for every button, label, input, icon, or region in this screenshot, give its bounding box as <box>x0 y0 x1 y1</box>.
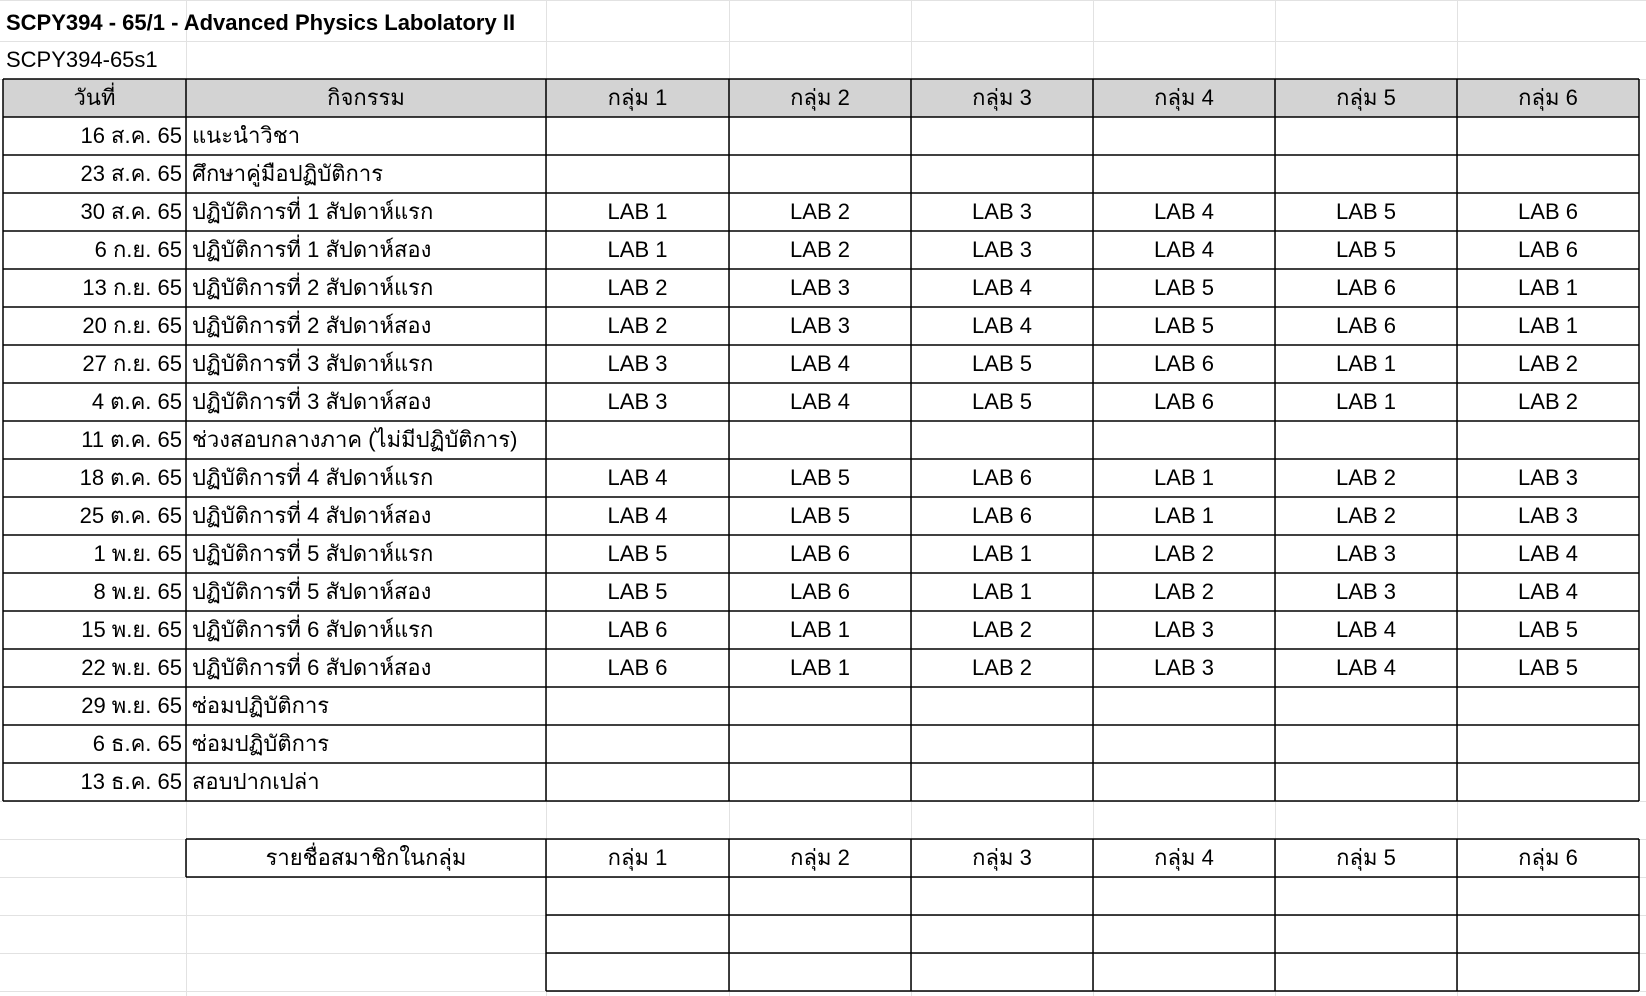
date-cell[interactable]: 18 ต.ค. 65 <box>79 465 182 490</box>
lab-assignment-cell[interactable] <box>1093 421 1275 459</box>
activity-cell[interactable]: ปฏิบัติการที่ 5 สัปดาห์สอง <box>192 579 432 604</box>
activity-cell[interactable]: ปฏิบัติการที่ 1 สัปดาห์สอง <box>192 237 432 262</box>
schedule-header-cell[interactable]: กลุ่ม 2 <box>790 85 850 110</box>
member-name-cell[interactable] <box>729 915 911 953</box>
lab-assignment-cell[interactable]: LAB 1 <box>607 199 668 224</box>
lab-assignment-cell[interactable] <box>546 687 729 725</box>
members-group-header[interactable]: กลุ่ม 3 <box>972 845 1032 870</box>
member-name-cell[interactable] <box>1457 953 1639 991</box>
lab-assignment-cell[interactable]: LAB 2 <box>790 199 850 224</box>
sheet-subtitle[interactable]: SCPY394-65s1 <box>6 47 158 72</box>
lab-assignment-cell[interactable]: LAB 2 <box>1336 503 1396 528</box>
date-cell[interactable]: 22 พ.ย. 65 <box>81 655 182 680</box>
lab-assignment-cell[interactable] <box>1275 725 1457 763</box>
lab-assignment-cell[interactable] <box>1457 763 1639 801</box>
activity-cell[interactable]: สอบปากเปล่า <box>192 769 320 794</box>
lab-assignment-cell[interactable]: LAB 2 <box>607 275 668 300</box>
lab-assignment-cell[interactable]: LAB 6 <box>1336 313 1396 338</box>
lab-assignment-cell[interactable]: LAB 4 <box>972 313 1032 338</box>
lab-assignment-cell[interactable] <box>1275 421 1457 459</box>
lab-assignment-cell[interactable]: LAB 1 <box>972 579 1032 604</box>
schedule-header-cell[interactable]: กลุ่ม 5 <box>1336 85 1396 110</box>
members-label[interactable]: รายชื่อสมาชิกในกลุ่ม <box>265 845 467 870</box>
lab-assignment-cell[interactable]: LAB 6 <box>1154 389 1214 414</box>
member-name-cell[interactable] <box>729 877 911 915</box>
lab-assignment-cell[interactable]: LAB 3 <box>972 199 1032 224</box>
lab-assignment-cell[interactable] <box>1457 725 1639 763</box>
date-cell[interactable]: 1 พ.ย. 65 <box>93 541 182 566</box>
activity-cell[interactable]: ปฏิบัติการที่ 4 สัปดาห์สอง <box>192 503 432 528</box>
members-group-header[interactable]: กลุ่ม 2 <box>790 845 850 870</box>
lab-assignment-cell[interactable]: LAB 3 <box>1154 655 1214 680</box>
lab-assignment-cell[interactable] <box>911 117 1093 155</box>
lab-assignment-cell[interactable]: LAB 2 <box>790 237 850 262</box>
lab-assignment-cell[interactable]: LAB 6 <box>790 579 850 604</box>
activity-cell[interactable]: ปฏิบัติการที่ 5 สัปดาห์แรก <box>192 541 434 566</box>
lab-assignment-cell[interactable] <box>1275 763 1457 801</box>
lab-assignment-cell[interactable]: LAB 1 <box>607 237 668 262</box>
activity-cell[interactable]: ศึกษาคู่มือปฏิบัติการ <box>192 161 384 186</box>
lab-assignment-cell[interactable]: LAB 3 <box>1154 617 1214 642</box>
lab-assignment-cell[interactable]: LAB 1 <box>1154 503 1214 528</box>
lab-assignment-cell[interactable]: LAB 1 <box>790 617 850 642</box>
lab-assignment-cell[interactable]: LAB 1 <box>1154 465 1214 490</box>
lab-assignment-cell[interactable]: LAB 6 <box>607 617 668 642</box>
lab-assignment-cell[interactable]: LAB 1 <box>1518 313 1578 338</box>
lab-assignment-cell[interactable]: LAB 6 <box>972 465 1032 490</box>
lab-assignment-cell[interactable] <box>911 421 1093 459</box>
lab-assignment-cell[interactable]: LAB 4 <box>1154 199 1214 224</box>
lab-assignment-cell[interactable] <box>729 117 911 155</box>
date-cell[interactable]: 6 ธ.ค. 65 <box>92 731 182 756</box>
activity-cell[interactable]: ปฏิบัติการที่ 4 สัปดาห์แรก <box>192 465 434 490</box>
lab-assignment-cell[interactable]: LAB 3 <box>1518 503 1578 528</box>
activity-cell[interactable]: ซ่อมปฏิบัติการ <box>192 693 330 718</box>
member-name-cell[interactable] <box>1275 953 1457 991</box>
schedule-header-cell[interactable]: วันที่ <box>73 85 116 110</box>
lab-assignment-cell[interactable]: LAB 6 <box>790 541 850 566</box>
date-cell[interactable]: 16 ส.ค. 65 <box>80 123 182 148</box>
lab-assignment-cell[interactable]: LAB 5 <box>790 503 850 528</box>
lab-assignment-cell[interactable]: LAB 5 <box>1336 237 1396 262</box>
activity-cell[interactable]: แนะนำวิชา <box>192 123 301 148</box>
date-cell[interactable]: 29 พ.ย. 65 <box>81 693 182 718</box>
lab-assignment-cell[interactable]: LAB 6 <box>1518 237 1578 262</box>
lab-assignment-cell[interactable]: LAB 3 <box>790 313 850 338</box>
activity-cell[interactable]: ปฏิบัติการที่ 2 สัปดาห์แรก <box>192 275 434 300</box>
lab-assignment-cell[interactable]: LAB 3 <box>1518 465 1578 490</box>
lab-assignment-cell[interactable]: LAB 4 <box>607 503 668 528</box>
lab-assignment-cell[interactable] <box>911 763 1093 801</box>
lab-assignment-cell[interactable] <box>1093 155 1275 193</box>
date-cell[interactable]: 27 ก.ย. 65 <box>82 351 182 376</box>
members-group-header[interactable]: กลุ่ม 1 <box>607 845 668 870</box>
lab-assignment-cell[interactable]: LAB 2 <box>1154 579 1214 604</box>
lab-assignment-cell[interactable] <box>911 155 1093 193</box>
lab-assignment-cell[interactable]: LAB 4 <box>1336 655 1396 680</box>
member-name-cell[interactable] <box>729 953 911 991</box>
lab-assignment-cell[interactable] <box>1093 763 1275 801</box>
lab-assignment-cell[interactable]: LAB 4 <box>1518 579 1578 604</box>
lab-assignment-cell[interactable]: LAB 1 <box>790 655 850 680</box>
date-cell[interactable]: 13 ก.ย. 65 <box>82 275 182 300</box>
lab-assignment-cell[interactable] <box>729 155 911 193</box>
lab-assignment-cell[interactable]: LAB 5 <box>1518 655 1578 680</box>
lab-assignment-cell[interactable] <box>1457 117 1639 155</box>
lab-assignment-cell[interactable]: LAB 4 <box>607 465 668 490</box>
date-cell[interactable]: 25 ต.ค. 65 <box>79 503 182 528</box>
sheet-title[interactable]: SCPY394 - 65/1 - Advanced Physics Labolatory II <box>6 10 516 35</box>
member-name-cell[interactable] <box>546 953 729 991</box>
lab-assignment-cell[interactable] <box>911 687 1093 725</box>
member-name-cell[interactable] <box>1457 915 1639 953</box>
lab-assignment-cell[interactable]: LAB 1 <box>1336 389 1396 414</box>
schedule-header-cell[interactable]: กลุ่ม 6 <box>1518 85 1578 110</box>
lab-assignment-cell[interactable] <box>1093 687 1275 725</box>
schedule-header-cell[interactable]: กิจกรรม <box>327 85 405 110</box>
lab-assignment-cell[interactable]: LAB 1 <box>972 541 1032 566</box>
member-name-cell[interactable] <box>1457 877 1639 915</box>
lab-assignment-cell[interactable]: LAB 3 <box>1336 541 1396 566</box>
lab-assignment-cell[interactable] <box>1275 687 1457 725</box>
lab-assignment-cell[interactable]: LAB 2 <box>1518 389 1578 414</box>
lab-assignment-cell[interactable]: LAB 3 <box>607 389 668 414</box>
activity-cell[interactable]: ช่วงสอบกลางภาค (ไม่มีปฏิบัติการ) <box>192 427 518 452</box>
activity-cell[interactable]: ปฏิบัติการที่ 6 สัปดาห์แรก <box>192 617 434 642</box>
lab-assignment-cell[interactable]: LAB 2 <box>972 655 1032 680</box>
date-cell[interactable]: 8 พ.ย. 65 <box>93 579 182 604</box>
date-cell[interactable]: 30 ส.ค. 65 <box>80 199 182 224</box>
lab-assignment-cell[interactable]: LAB 5 <box>1336 199 1396 224</box>
lab-assignment-cell[interactable] <box>546 725 729 763</box>
lab-assignment-cell[interactable]: LAB 1 <box>1336 351 1396 376</box>
member-name-cell[interactable] <box>1093 877 1275 915</box>
lab-assignment-cell[interactable] <box>1457 421 1639 459</box>
lab-assignment-cell[interactable] <box>1457 687 1639 725</box>
lab-assignment-cell[interactable]: LAB 3 <box>607 351 668 376</box>
member-name-cell[interactable] <box>1093 953 1275 991</box>
schedule-header-cell[interactable]: กลุ่ม 1 <box>607 85 668 110</box>
date-cell[interactable]: 11 ต.ค. 65 <box>81 427 182 452</box>
lab-assignment-cell[interactable]: LAB 4 <box>1336 617 1396 642</box>
lab-assignment-cell[interactable]: LAB 2 <box>1336 465 1396 490</box>
lab-assignment-cell[interactable]: LAB 6 <box>1518 199 1578 224</box>
lab-assignment-cell[interactable] <box>546 763 729 801</box>
lab-assignment-cell[interactable]: LAB 4 <box>1154 237 1214 262</box>
lab-assignment-cell[interactable]: LAB 6 <box>972 503 1032 528</box>
lab-assignment-cell[interactable]: LAB 2 <box>607 313 668 338</box>
lab-assignment-cell[interactable]: LAB 3 <box>790 275 850 300</box>
members-group-header[interactable]: กลุ่ม 5 <box>1336 845 1396 870</box>
date-cell[interactable]: 4 ต.ค. 65 <box>91 389 182 414</box>
lab-assignment-cell[interactable]: LAB 5 <box>1154 313 1214 338</box>
date-cell[interactable]: 13 ธ.ค. 65 <box>80 769 182 794</box>
lab-assignment-cell[interactable]: LAB 4 <box>790 351 850 376</box>
lab-assignment-cell[interactable]: LAB 5 <box>972 351 1032 376</box>
members-group-header[interactable]: กลุ่ม 4 <box>1154 845 1214 870</box>
lab-assignment-cell[interactable]: LAB 5 <box>1154 275 1214 300</box>
lab-assignment-cell[interactable]: LAB 3 <box>1336 579 1396 604</box>
lab-assignment-cell[interactable] <box>546 155 729 193</box>
date-cell[interactable]: 15 พ.ย. 65 <box>81 617 182 642</box>
lab-assignment-cell[interactable]: LAB 6 <box>1154 351 1214 376</box>
lab-assignment-cell[interactable] <box>911 725 1093 763</box>
lab-assignment-cell[interactable] <box>729 763 911 801</box>
lab-assignment-cell[interactable] <box>729 687 911 725</box>
lab-assignment-cell[interactable] <box>546 117 729 155</box>
lab-assignment-cell[interactable]: LAB 5 <box>607 541 668 566</box>
activity-cell[interactable]: ซ่อมปฏิบัติการ <box>192 731 330 756</box>
schedule-header-cell[interactable]: กลุ่ม 4 <box>1154 85 1214 110</box>
member-name-cell[interactable] <box>1093 915 1275 953</box>
member-name-cell[interactable] <box>1275 915 1457 953</box>
lab-assignment-cell[interactable] <box>1093 117 1275 155</box>
lab-assignment-cell[interactable]: LAB 2 <box>1518 351 1578 376</box>
member-name-cell[interactable] <box>1275 877 1457 915</box>
lab-assignment-cell[interactable]: LAB 4 <box>790 389 850 414</box>
lab-assignment-cell[interactable]: LAB 4 <box>972 275 1032 300</box>
member-name-cell[interactable] <box>546 915 729 953</box>
lab-assignment-cell[interactable] <box>1275 155 1457 193</box>
activity-cell[interactable]: ปฏิบัติการที่ 1 สัปดาห์แรก <box>192 199 434 224</box>
members-group-header[interactable]: กลุ่ม 6 <box>1518 845 1578 870</box>
lab-assignment-cell[interactable]: LAB 4 <box>1518 541 1578 566</box>
member-name-cell[interactable] <box>911 953 1093 991</box>
activity-cell[interactable]: ปฏิบัติการที่ 6 สัปดาห์สอง <box>192 655 432 680</box>
lab-assignment-cell[interactable] <box>729 421 911 459</box>
activity-cell[interactable]: ปฏิบัติการที่ 3 สัปดาห์แรก <box>192 351 434 376</box>
member-name-cell[interactable] <box>911 915 1093 953</box>
lab-assignment-cell[interactable]: LAB 6 <box>1336 275 1396 300</box>
date-cell[interactable]: 23 ส.ค. 65 <box>80 161 182 186</box>
lab-assignment-cell[interactable] <box>546 421 729 459</box>
activity-cell[interactable]: ปฏิบัติการที่ 2 สัปดาห์สอง <box>192 313 432 338</box>
lab-assignment-cell[interactable]: LAB 5 <box>790 465 850 490</box>
activity-cell[interactable]: ปฏิบัติการที่ 3 สัปดาห์สอง <box>192 389 432 414</box>
lab-assignment-cell[interactable]: LAB 3 <box>972 237 1032 262</box>
lab-assignment-cell[interactable]: LAB 2 <box>1154 541 1214 566</box>
date-cell[interactable]: 20 ก.ย. 65 <box>82 313 182 338</box>
lab-assignment-cell[interactable] <box>1093 725 1275 763</box>
lab-assignment-cell[interactable]: LAB 2 <box>972 617 1032 642</box>
lab-assignment-cell[interactable]: LAB 1 <box>1518 275 1578 300</box>
member-name-cell[interactable] <box>911 877 1093 915</box>
date-cell[interactable]: 6 ก.ย. 65 <box>94 237 182 262</box>
lab-assignment-cell[interactable]: LAB 5 <box>607 579 668 604</box>
schedule-header-cell[interactable]: กลุ่ม 3 <box>972 85 1032 110</box>
lab-assignment-cell[interactable]: LAB 6 <box>607 655 668 680</box>
lab-assignment-cell[interactable]: LAB 5 <box>972 389 1032 414</box>
lab-assignment-cell[interactable] <box>1457 155 1639 193</box>
lab-assignment-cell[interactable]: LAB 5 <box>1518 617 1578 642</box>
lab-assignment-cell[interactable] <box>729 725 911 763</box>
lab-assignment-cell[interactable] <box>1275 117 1457 155</box>
member-name-cell[interactable] <box>546 877 729 915</box>
